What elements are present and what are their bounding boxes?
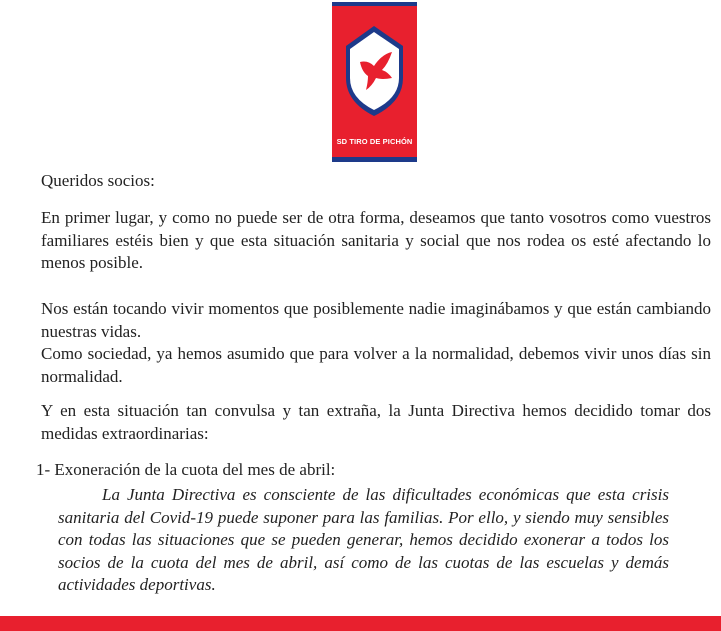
footer-bar — [0, 616, 721, 631]
paragraph-3: Como sociedad, ya hemos asumido que para volver a la normalidad, debemos vivir unos días sin normalidad. — [41, 344, 711, 386]
greeting: Queridos socios: — [41, 171, 155, 190]
paragraph-2: Nos están tocando vivir momentos que posiblemente nadie imaginábamos y que están cambiando nuestras vidas. — [41, 299, 711, 341]
paragraph-4: Y en esta situación tan convulsa y tan extraña, la Junta Directiva hemos decidido tomar dos medidas extraordinarias: — [41, 401, 711, 443]
club-logo — [332, 2, 417, 162]
paragraph-1: En primer lugar, y como no puede ser de otra forma, deseamos que tanto vosotros como vuestros familiares estéis bien y que esta situación sanitaria y social que nos rodea os esté afectando lo menos posible. — [41, 208, 711, 272]
logo-text: SD TIRO DE PICHÓN — [336, 137, 413, 146]
item-1-body: La Junta Directiva es consciente de las dificultades económicas que esta crisis sanitaria del Covid-19 puede suponer para las familias. Por ello, y siendo muy sensibles con todas las situaciones que se pueden generar, hemos decidido exonerar a todos los socios de la cuota del mes de abril, así como de las cuotas de las escuelas y demás actividades deportivas. — [58, 485, 669, 594]
item-1-label: 1- Exoneración de la cuota del mes de abril: — [36, 460, 336, 479]
